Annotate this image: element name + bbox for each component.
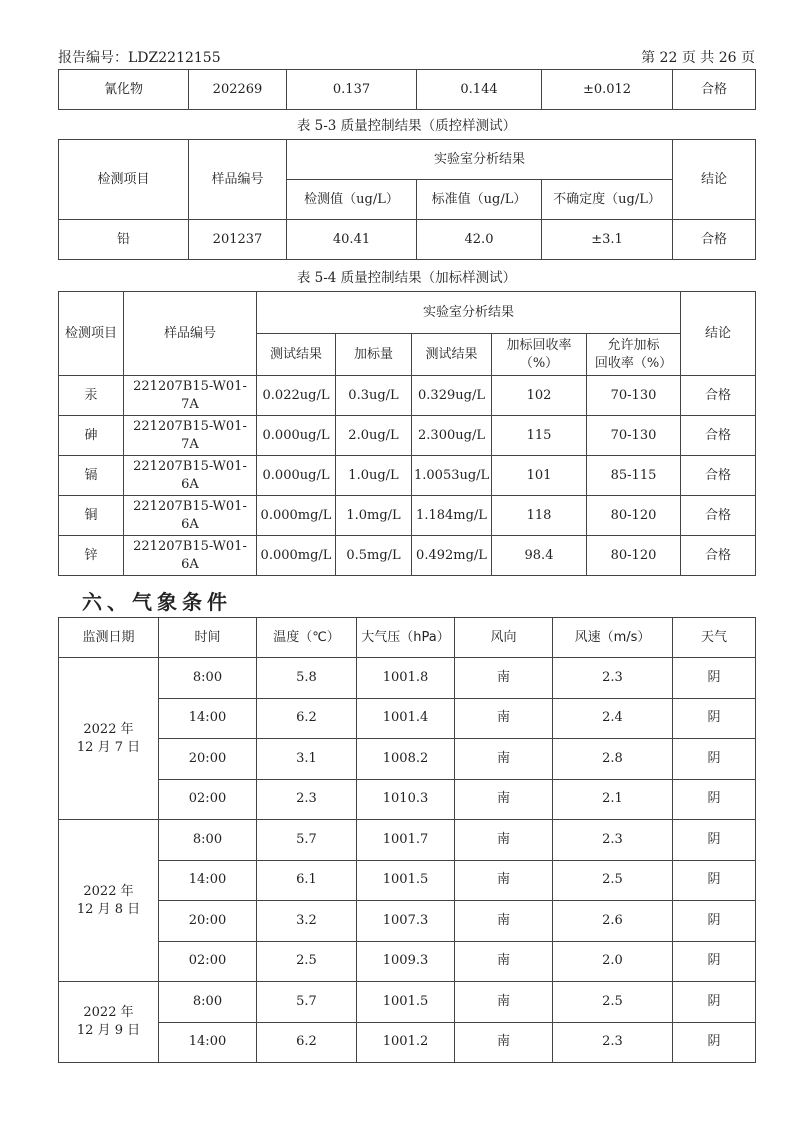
weather-header-cell: 天气: [673, 618, 756, 658]
header-conclusion: 结论: [673, 140, 756, 220]
header-allowed-recovery: 允许加标 回收率（%）: [587, 334, 681, 376]
table-row: 2022 年 12 月 7 日 8:00 5.8 1001.8 南 2.3 阴: [59, 658, 756, 699]
header-measured: 检测值（ug/L）: [287, 180, 417, 220]
table-5-2-continuation: [58, 69, 756, 110]
weather-header-cell: 风向: [455, 618, 553, 658]
table-row: 02:00 2.5 1009.3 南 2.0 阴: [59, 941, 756, 982]
monitoring-date: 2022 年 12 月 8 日: [59, 820, 159, 982]
table-row: 14:00 6.1 1001.5 南 2.5 阴: [59, 860, 756, 901]
weather-header-cell: 时间: [159, 618, 257, 658]
weather-header-cell: 大气压（hPa）: [357, 618, 455, 658]
table-row: 镉 221207B15-W01-6A 0.000ug/L 1.0ug/L 1.0053ug/L 101 85-115 合格: [59, 456, 756, 496]
weather-header-row: [59, 618, 756, 658]
table-row: 2022 年 12 月 8 日 8:00 5.7 1001.7 南 2.3 阴: [59, 820, 756, 861]
section-title: 六、气象条件: [82, 590, 232, 614]
table-row: 14:00 6.2 1001.4 南 2.4 阴: [59, 698, 756, 739]
monitoring-date: 2022 年 12 月 7 日: [59, 658, 159, 820]
weather-header-cell: 风速（m/s）: [553, 618, 673, 658]
table-row: 氰化物 202269 0.137 0.144 ±0.012 合格: [59, 70, 756, 110]
table-row: 2022 年 12 月 9 日 8:00 5.7 1001.5 南 2.5 阴: [59, 982, 756, 1023]
header-result-spiked: 测试结果: [412, 334, 492, 376]
page-header: [58, 48, 755, 70]
weather-table: [58, 617, 756, 1063]
header-lab: 实验室分析结果: [257, 292, 681, 334]
report-number: 报告编号：LDZ2212155: [58, 50, 221, 66]
header-conclusion: 结论: [681, 292, 756, 376]
monitoring-date: 2022 年 12 月 9 日: [59, 982, 159, 1063]
table-row: 铅 201237 40.41 42.0 ±3.1 合格: [59, 220, 756, 260]
header-item: 检测项目: [59, 140, 189, 220]
header-result: 测试结果: [257, 334, 336, 376]
header-sample: 样品编号: [189, 140, 287, 220]
table-row: 20:00 3.2 1007.3 南 2.6 阴: [59, 901, 756, 942]
weather-header-cell: 温度（℃）: [257, 618, 357, 658]
weather-header-cell: 监测日期: [59, 618, 159, 658]
table-5-4-caption: 表 5-4 质量控制结果（加标样测试）: [296, 270, 517, 286]
table-row: 14:00 6.2 1001.2 南 2.3 阴: [59, 1022, 756, 1063]
table-row: 20:00 3.1 1008.2 南 2.8 阴: [59, 739, 756, 780]
table-5-3-caption: 表 5-3 质量控制结果（质控样测试）: [296, 118, 517, 134]
header-sample: 样品编号: [124, 292, 257, 376]
header-standard: 标准值（ug/L）: [417, 180, 542, 220]
table-row: 汞 221207B15-W01-7A 0.022ug/L 0.3ug/L 0.329ug/L 102 70-130 合格: [59, 376, 756, 416]
table-row: 锌 221207B15-W01-6A 0.000mg/L 0.5mg/L 0.492mg/L 98.4 80-120 合格: [59, 536, 756, 576]
page-number: 第 22 页 共 26 页: [641, 50, 755, 66]
header-lab: 实验室分析结果: [287, 140, 673, 180]
table-row: 铜 221207B15-W01-6A 0.000mg/L 1.0mg/L 1.184mg/L 118 80-120 合格: [59, 496, 756, 536]
header-recovery: 加标回收率 （%）: [492, 334, 587, 376]
table-5-3: [58, 139, 756, 260]
table-row: 02:00 2.3 1010.3 南 2.1 阴: [59, 779, 756, 820]
header-uncertainty: 不确定度（ug/L）: [542, 180, 673, 220]
header-item: 检测项目: [59, 292, 124, 376]
table-5-4: [58, 291, 756, 576]
header-spike: 加标量: [336, 334, 412, 376]
table-row: 砷 221207B15-W01-7A 0.000ug/L 2.0ug/L 2.300ug/L 115 70-130 合格: [59, 416, 756, 456]
